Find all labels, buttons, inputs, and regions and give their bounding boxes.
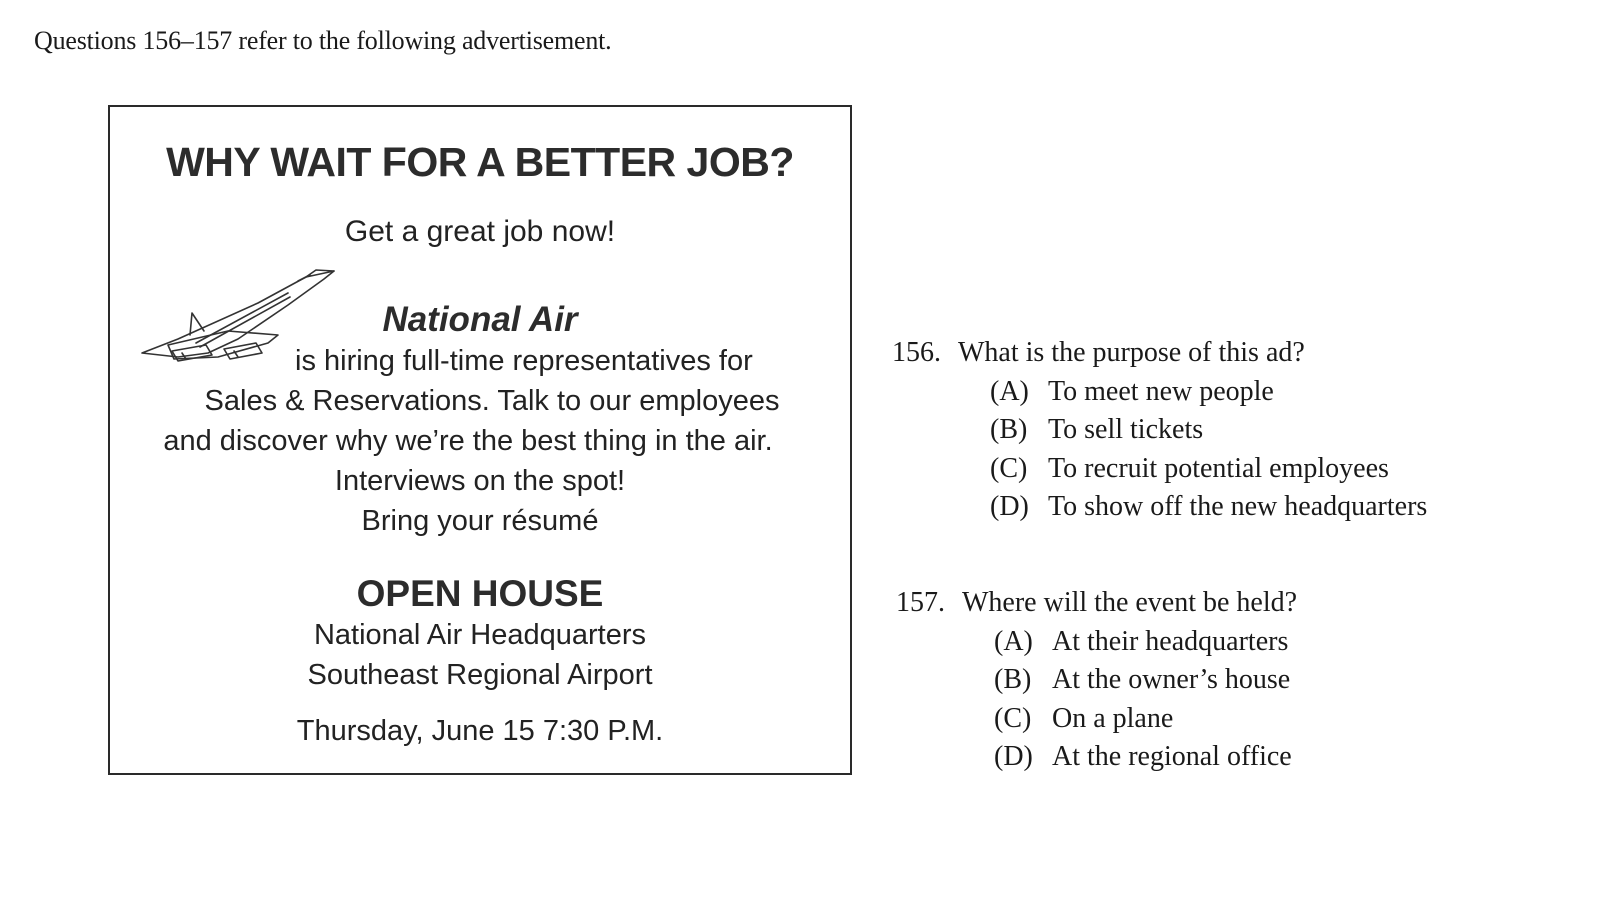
answer-option-b[interactable]: [994, 661, 1297, 700]
venue-line-2: Southeast Regional Airport: [307, 659, 653, 691]
question-stem: [896, 584, 1297, 623]
option-text: At the owner’s house: [1052, 664, 1291, 695]
answer-option-d[interactable]: [994, 738, 1297, 777]
answer-option-a[interactable]: [994, 623, 1297, 662]
ad-body-line-5: Bring your résumé: [361, 505, 599, 537]
option-text: To sell tickets: [1048, 414, 1204, 445]
ad-headline: WHY WAIT FOR A BETTER JOB?: [166, 139, 794, 185]
ad-body-line-2: Sales & Reservations. Talk to our employees: [204, 385, 780, 417]
ad-body-line-1: is hiring full-time representatives for: [295, 345, 753, 377]
answer-option-c[interactable]: [990, 450, 1427, 489]
option-letter: (B): [990, 414, 1028, 445]
option-text: At the regional office: [1052, 741, 1292, 772]
answer-option-c[interactable]: [994, 700, 1297, 739]
option-text: At their headquarters: [1052, 625, 1289, 657]
answer-option-d[interactable]: [990, 488, 1427, 527]
question-stem: [892, 334, 1427, 373]
option-letter: (D): [994, 741, 1033, 772]
intro-text: Questions 156–157 refer to the following advertisement.: [34, 26, 612, 55]
ad-subhead: Get a great job now!: [344, 215, 616, 248]
answer-option-b[interactable]: [990, 411, 1427, 450]
venue-line-1: National Air Headquarters: [313, 619, 647, 651]
option-letter: (C): [990, 452, 1028, 484]
question-number: 157.: [896, 587, 945, 618]
option-letter: (B): [994, 664, 1032, 695]
option-text: To meet new people: [1048, 375, 1274, 407]
company-name: National Air: [382, 300, 578, 339]
option-letter: (A): [990, 375, 1029, 407]
option-text: On a plane: [1052, 702, 1174, 734]
ad-body-line-3: and discover why we’re the best thing in the air.: [163, 425, 773, 457]
option-text: To recruit potential employees: [1048, 452, 1389, 484]
option-letter: (D): [990, 491, 1029, 522]
question-157: [896, 584, 1297, 777]
open-house-heading: OPEN HOUSE: [356, 573, 604, 614]
option-text: To show off the new headquarters: [1048, 491, 1428, 522]
question-text: What is the purpose of this ad?: [958, 337, 1305, 368]
question-text: Where will the event be held?: [962, 587, 1298, 618]
option-letter: (A): [994, 625, 1033, 657]
option-letter: (C): [994, 702, 1032, 734]
question-156: [892, 334, 1427, 527]
advertisement-box: [108, 105, 852, 775]
question-number: 156.: [892, 337, 941, 368]
ad-body-line-4: Interviews on the spot!: [334, 465, 626, 497]
event-date-time: Thursday, June 15 7:30 P.M.: [296, 715, 664, 747]
answer-option-a[interactable]: [990, 373, 1427, 412]
